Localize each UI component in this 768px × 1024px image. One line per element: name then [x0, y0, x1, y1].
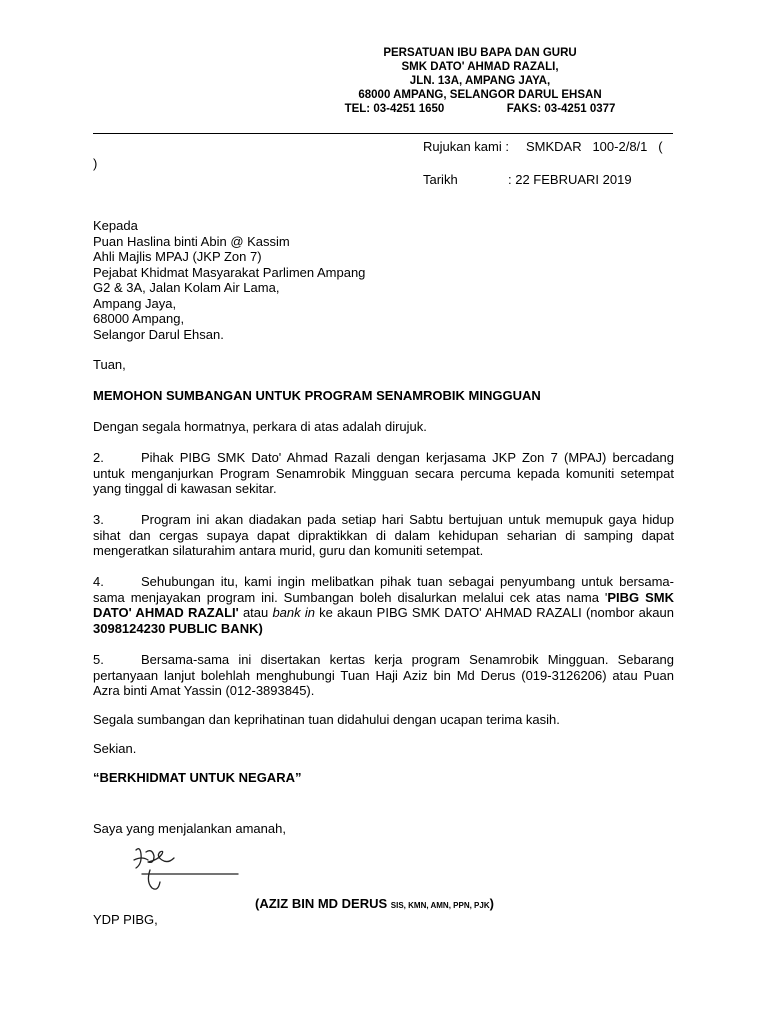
- reference-label: Rujukan kami :: [423, 139, 509, 154]
- paragraph-text: Bersama-sama ini disertakan kertas kerja program Senamrobik Mingguan. Sebarang pertanyaan lanjut bolehlah menghubungi Tuan Haji Aziz bin Md Derus (019-3126206) atau Puan Azra binti Amat Yassin (012-3893845).: [93, 652, 674, 699]
- paragraph-text-italic: bank in: [272, 605, 315, 621]
- paragraph-text: ke akaun PIBG SMK DATO' AHMAD RAZALI (nombor akaun: [314, 605, 674, 621]
- recipient-line: G2 & 3A, Jalan Kolam Air Lama,: [93, 280, 280, 295]
- motto: “BERKHIDMAT UNTUK NEGARA”: [93, 770, 302, 785]
- paragraph-number: 3.: [93, 512, 104, 527]
- letterhead: [300, 46, 660, 116]
- salutation: Tuan,: [93, 357, 126, 372]
- closing-line: Sekian.: [93, 741, 137, 756]
- reference-continuation: ): [93, 156, 98, 171]
- letterhead-line-4: 68000 AMPANG, SELANGOR DARUL EHSAN: [358, 89, 602, 101]
- signatory-close: ): [489, 896, 494, 911]
- paragraph-number: 5.: [93, 652, 104, 667]
- letterhead-line-2: SMK DATO' AHMAD RAZALI,: [401, 61, 559, 73]
- letterhead-line-1: PERSATUAN IBU BAPA DAN GURU: [383, 47, 577, 59]
- telephone-number: TEL: 03-4251 1650: [344, 103, 445, 115]
- paragraph-text: Sehubungan itu, kami ingin melibatkan pihak tuan sebagai penyumbang untuk bersama-sama menjayakan program ini. Sumbangan boleh disalurkan melalui cek atas nama ': [93, 574, 674, 605]
- recipient-line: Pejabat Khidmat Masyarakat Parlimen Ampang: [93, 264, 366, 280]
- thanks-line: Segala sumbangan dan keprihatinan tuan didahului dengan ucapan terima kasih.: [93, 712, 560, 727]
- paragraph-number: 2.: [93, 450, 104, 465]
- paragraph-text: Program ini akan diadakan pada setiap hari Sabtu bertujuan untuk memupuk gaya hidup sihat dan cergas supaya dapat dipraktikkan di dalam kehidupan seharian di samping dapat mengeratkan silaturahim antara murid, guru dan komuniti setempat.: [93, 512, 674, 559]
- reference-number: SMKDAR 100-2/8/1 (: [526, 139, 663, 154]
- signatory-titles: SIS, KMN, AMN, PPN, PJK: [390, 901, 490, 910]
- recipient-line: Selangor Darul Ehsan.: [93, 326, 224, 342]
- letter-subject: MEMOHON SUMBANGAN UNTUK PROGRAM SENAMROBIK MINGGUAN: [93, 388, 541, 403]
- paragraph-text: atau: [238, 605, 273, 621]
- paragraph-text: Pihak PIBG SMK Dato' Ahmad Razali dengan kerjasama JKP Zon 7 (MPAJ) bercadang untuk menganjurkan Program Senamrobik Mingguan secara percuma kepada komuniti setempat yang tinggal di kawasan sekitar.: [93, 450, 674, 497]
- date-label: Tarikh: [423, 172, 458, 187]
- header-divider: [93, 133, 673, 134]
- trust-line: Saya yang menjalankan amanah,: [93, 821, 286, 836]
- signatory-name: [255, 896, 494, 914]
- opening-line: Dengan segala hormatnya, perkara di atas adalah dirujuk.: [93, 419, 427, 434]
- handwritten-signature: [128, 842, 240, 898]
- recipient-line: Ahli Majlis MPAJ (JKP Zon 7): [93, 249, 262, 264]
- recipient-address: [93, 218, 365, 342]
- recipient-line: Kepada: [93, 218, 138, 233]
- paragraph-3: [93, 512, 674, 559]
- paragraph-5: [93, 652, 674, 699]
- signatory-position: YDP PIBG,: [93, 912, 158, 927]
- account-number: 3098124230 PUBLIC BANK): [93, 620, 263, 636]
- fax-number: FAKS: 03-4251 0377: [506, 103, 616, 115]
- cheque-payee: PIBG SMK DATO' AHMAD RAZALI': [93, 589, 674, 621]
- recipient-line: Puan Haslina binti Abin @ Kassim: [93, 233, 290, 249]
- paragraph-number: 4.: [93, 574, 104, 589]
- contact-line: [300, 102, 660, 116]
- paragraph-2: [93, 450, 674, 497]
- letter-date: : 22 FEBRUARI 2019: [508, 172, 632, 187]
- recipient-line: 68000 Ampang,: [93, 311, 185, 326]
- signatory-name-text: (AZIZ BIN MD DERUS: [255, 896, 391, 911]
- letterhead-line-3: JLN. 13A, AMPANG JAYA,: [409, 75, 551, 87]
- recipient-line: Ampang Jaya,: [93, 295, 177, 311]
- paragraph-4: [93, 574, 674, 636]
